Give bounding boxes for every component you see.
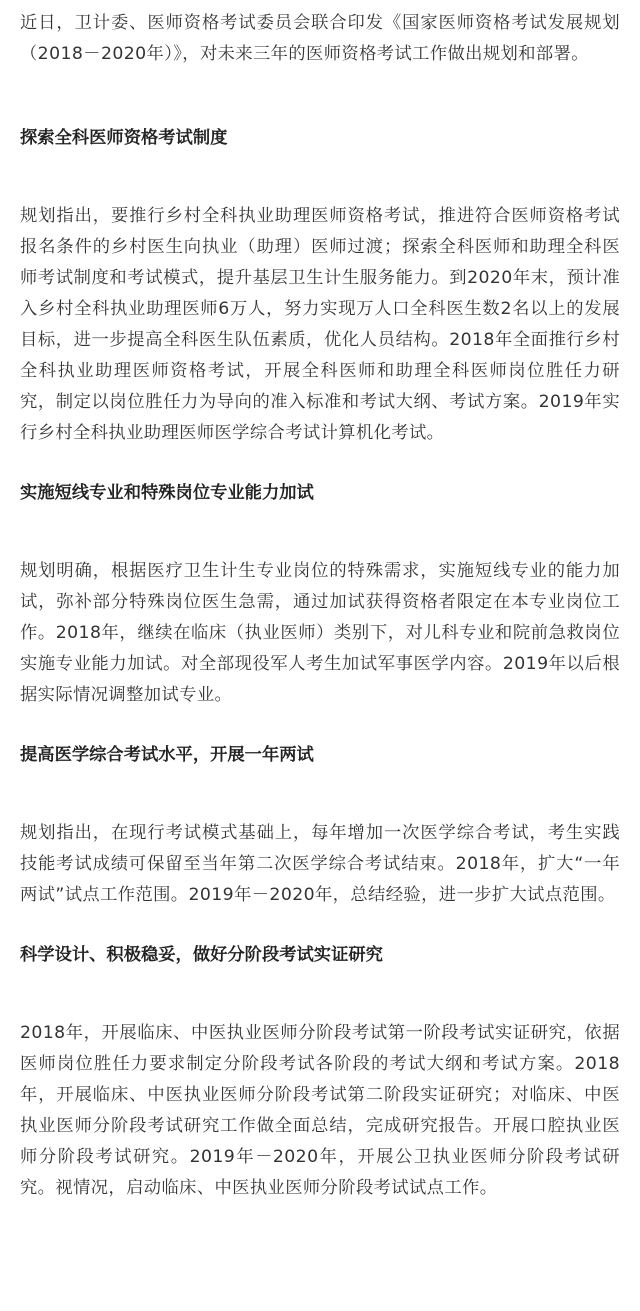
section-body-general-practitioner: 规划指出，要推行乡村全科执业助理医师资格考试，推进符合医师资格考试报名条件的乡村医生向执业（助理）医师过渡；探索全科医师和助理全科医师考试制度和考试模式，提升基层卫生计生服务能力。到2020年末，预计准入乡村全科执业助理医师6万人，努力实现万人口全科医生数2名以上的发展目标，进一步提高全科医生队伍素质，优化人员结构。2018年全面推行乡村全科执业助理医师资格考试，开展全科医师和助理全科医师岗位胜任力研究，制定以岗位胜任力为导向的准入标准和考试大纲、考试方案。2019年实行乡村全科执业助理医师医学综合考试计算机化考试。 — [20, 206, 620, 443]
section-body-special-posts: 规划明确，根据医疗卫生计生专业岗位的特殊需求，实施短线专业的能力加试，弥补部分特殊岗位医生急需，通过加试获得资格者限定在本专业岗位工作。2018年，继续在临床（执业医师）类别下，对儿科专业和院前急救岗位实施专业能力加试。对全部现役军人考生加试军事医学内容。2019年以后根据实际情况调整加试专业。 — [20, 561, 620, 705]
section-body-staged-exam-research: 2018年，开展临床、中医执业医师分阶段考试第一阶段考试实证研究，依据医师岗位胜任力要求制定分阶段考试各阶段的考试大纲和考试方案。2018年，开展临床、中医执业医师分阶段考试第二阶段实证研究；对临床、中医执业医师分阶段考试研究工作做全面总结，完成研究报告。开展口腔执业医师分阶段考试研究。2019年－2020年，开展公卫执业医师分阶段考试研究。视情况，启动临床、中医执业医师分阶段考试试点工作。 — [20, 1023, 620, 1198]
section-body-two-exams-per-year: 规划指出，在现行考试模式基础上，每年增加一次医学综合考试，考生实践技能考试成绩可保留至当年第二次医学综合考试结束。2018年，扩大“一年两试”试点工作范围。2019年－2020年，总结经验，进一步扩大试点范围。 — [20, 823, 620, 905]
section-heading-two-exams-per-year: 提高医学综合考试水平，开展一年两试 — [20, 745, 314, 765]
spacer — [20, 70, 620, 123]
spacer — [20, 911, 620, 940]
spacer — [20, 154, 620, 201]
spacer — [20, 711, 620, 740]
spacer — [20, 771, 620, 818]
section-heading-staged-exam-research: 科学设计、积极稳妥，做好分阶段考试实证研究 — [20, 945, 383, 965]
spacer — [20, 971, 620, 1018]
intro-paragraph: 近日，卫计委、医师资格考试委员会联合印发《国家医师资格考试发展规划（2018－2020年）》，对未来三年的医师资格考试工作做出规划和部署。 — [20, 13, 620, 64]
spacer — [20, 449, 620, 478]
section-heading-general-practitioner: 探索全科医师资格考试制度 — [20, 128, 228, 148]
section-heading-special-posts: 实施短线专业和特殊岗位专业能力加试 — [20, 483, 314, 503]
spacer — [20, 509, 620, 556]
